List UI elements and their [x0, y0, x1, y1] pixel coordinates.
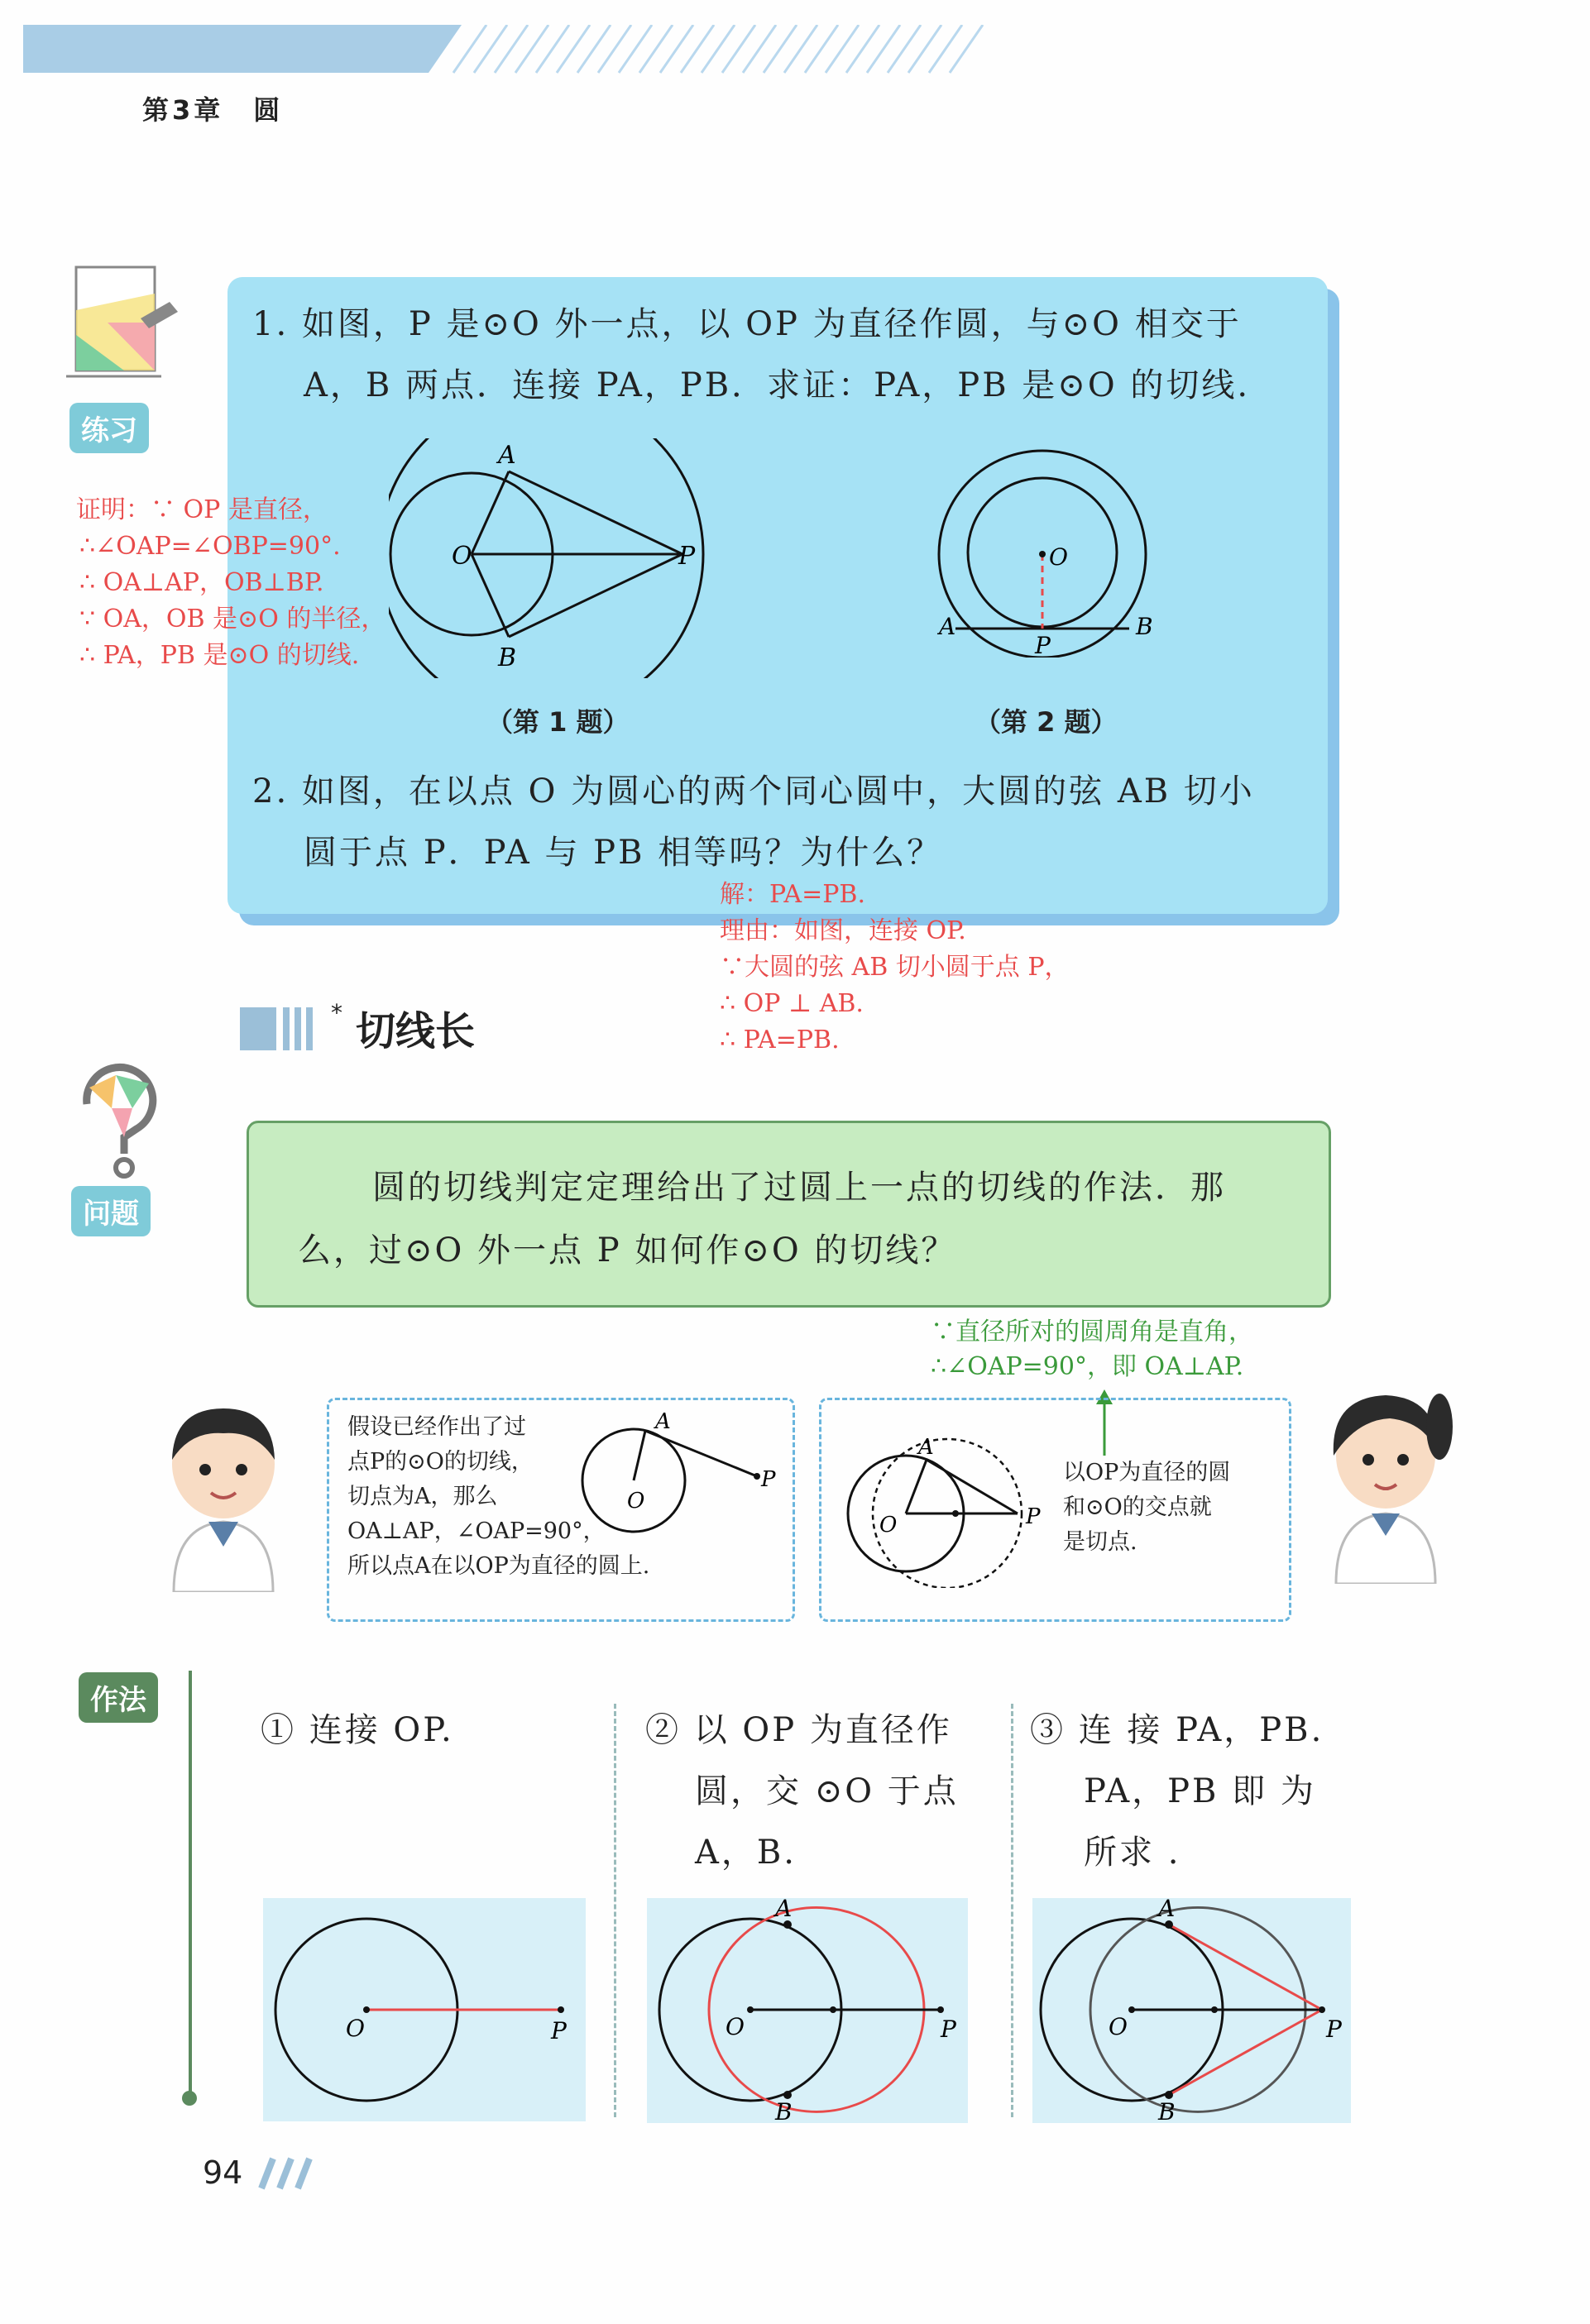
- bubble-left-line: OA⊥AP，∠OAP=90°，: [347, 1518, 606, 1544]
- bubble-right-line: 以OP为直径的圆: [1063, 1460, 1231, 1485]
- boy-avatar: [157, 1402, 290, 1592]
- handwritten-answer: [720, 877, 1070, 1059]
- fig1-caption: （第 1 题）: [486, 706, 630, 738]
- method-line-dot: [182, 2091, 197, 2106]
- bl-label-o: O: [627, 1489, 645, 1513]
- green-note-line: ∴∠OAP=90°，即 OA⊥AP.: [931, 1352, 1244, 1381]
- step-divider: [1011, 1704, 1013, 2117]
- step-2-line: A，B.: [695, 1834, 797, 1872]
- section-bar-icon: [240, 1007, 314, 1050]
- figure-1: [389, 438, 720, 678]
- step-2-line: 圆，交 ⊙O 于点: [695, 1772, 959, 1810]
- proof-line: ∴ OA⊥AP，OB⊥BP.: [79, 568, 324, 597]
- br-label-a: A: [918, 1435, 934, 1460]
- step-3-line: ③ 连 接 PA，PB.: [1030, 1711, 1324, 1749]
- bubble-right-line: 是切点.: [1063, 1529, 1137, 1555]
- answer-line: ∴ OP ⊥ AB.: [720, 989, 864, 1018]
- green-note-line: ∵直径所对的圆周角是直角，: [931, 1317, 1253, 1346]
- fig2-label-p: P: [1035, 632, 1051, 658]
- bubble-left-line: 切点为A，那么: [347, 1484, 498, 1509]
- br-label-p: P: [1026, 1504, 1041, 1529]
- method-vertical-line: [189, 1671, 192, 2101]
- s1-label-o: O: [346, 2015, 365, 2042]
- handwritten-proof: [76, 492, 386, 674]
- s2-label-p: P: [941, 2016, 956, 2043]
- s3-label-o: O: [1109, 2013, 1128, 2040]
- fig2-label-o: O: [1049, 543, 1068, 571]
- step-3-diagram: [1032, 1898, 1351, 2123]
- s2-label-a: A: [775, 1898, 793, 1922]
- problem-line-1: 圆的切线判定定理给出了过圆上一点的切线的作法．那: [372, 1169, 1226, 1207]
- q2-line-2: 圆于点 P．PA 与 PB 相等吗？为什么？: [304, 834, 943, 872]
- step-2-line: ② 以 OP 为直径作: [645, 1711, 952, 1749]
- fig1-label-o: O: [452, 542, 472, 571]
- step-3-text: [1030, 1700, 1324, 1883]
- proof-line: ∵ OA，OB 是⊙O 的半径，: [79, 605, 386, 634]
- bubble-left-diagram: [579, 1410, 778, 1534]
- bubble-right-text: [1063, 1456, 1230, 1560]
- problem-line-2: 么，过⊙O 外一点 P 如何作⊙O 的切线？: [298, 1231, 957, 1270]
- step-2-diagram: [647, 1898, 968, 2123]
- step-3-line: 所求 .: [1084, 1834, 1181, 1872]
- br-label-o: O: [879, 1513, 898, 1537]
- section-star: *: [331, 999, 342, 1026]
- bubble-right-line: 和⊙O的交点就: [1063, 1494, 1212, 1520]
- proof-line: 证明：∵ OP 是直径，: [76, 495, 328, 524]
- s3-label-p: P: [1326, 2016, 1342, 2043]
- bl-label-p: P: [761, 1467, 776, 1492]
- s3-label-b: B: [1158, 2098, 1176, 2123]
- chapter-title: 第3章 圆: [142, 94, 284, 126]
- practice-tag: 练习: [69, 403, 149, 453]
- practice-question-2: [252, 761, 1319, 883]
- method-tag: 作法: [79, 1672, 158, 1723]
- problem-tag: 问题: [71, 1186, 151, 1236]
- fig2-label-a: A: [939, 613, 956, 640]
- proof-line: ∴∠OAP=∠OBP=90°.: [79, 532, 341, 561]
- header-band: [23, 25, 999, 76]
- s2-label-b: B: [775, 2098, 793, 2123]
- s3-label-a: A: [1158, 1898, 1176, 1922]
- answer-line: 解：PA=PB.: [720, 880, 866, 909]
- s1-label-p: P: [551, 2017, 567, 2044]
- fig1-label-p: P: [678, 542, 696, 571]
- answer-line: 理由：如图，连接 OP.: [720, 916, 966, 945]
- bubble-left-line: 点P的⊙O的切线，: [347, 1449, 534, 1475]
- fig2-caption: （第 2 题）: [975, 706, 1118, 738]
- step-1-diagram: [263, 1898, 586, 2121]
- q1-line-1: 1. 如图，P 是⊙O 外一点，以 OP 为直径作圆，与⊙O 相交于: [252, 305, 1242, 343]
- section-title: 切线长: [356, 1008, 476, 1054]
- girl-avatar: [1315, 1377, 1456, 1584]
- bubble-right-diagram: [840, 1431, 1055, 1588]
- q1-line-2: A，B 两点．连接 PA，PB．求证：PA，PB 是⊙O 的切线.: [304, 366, 1251, 404]
- problem-text: [298, 1156, 1307, 1282]
- fig1-label-b: B: [498, 643, 517, 672]
- answer-line: ∵大圆的弦 AB 切小圆于点 P，: [720, 953, 1070, 982]
- notebook-pencil-icon: [58, 261, 178, 385]
- bubble-left-line: 假设已经作出了过: [347, 1414, 526, 1440]
- question-mark-icon: [66, 1059, 174, 1183]
- step-2-text: [645, 1700, 959, 1883]
- practice-question-1: [252, 294, 1319, 416]
- page-number-slashes: [255, 2157, 321, 2190]
- q2-line-1: 2. 如图，在以点 O 为圆心的两个同心圆中，大圆的弦 AB 切小: [252, 772, 1255, 811]
- proof-line: ∴ PA，PB 是⊙O 的切线.: [79, 641, 360, 670]
- fig2-label-b: B: [1136, 613, 1153, 640]
- bl-label-a: A: [655, 1410, 671, 1434]
- bubble-left-line: 所以点A在以OP为直径的圆上.: [347, 1553, 650, 1579]
- fig1-label-a: A: [498, 441, 516, 470]
- green-note: [931, 1315, 1253, 1384]
- s2-label-o: O: [726, 2013, 745, 2040]
- step-1-text: ① 连接 OP.: [261, 1711, 454, 1749]
- answer-line: ∴ PA=PB.: [720, 1026, 840, 1054]
- page-number: 94: [203, 2154, 243, 2191]
- figure-2: [931, 442, 1162, 658]
- step-divider: [614, 1704, 616, 2117]
- step-3-line: PA，PB 即 为: [1084, 1772, 1316, 1810]
